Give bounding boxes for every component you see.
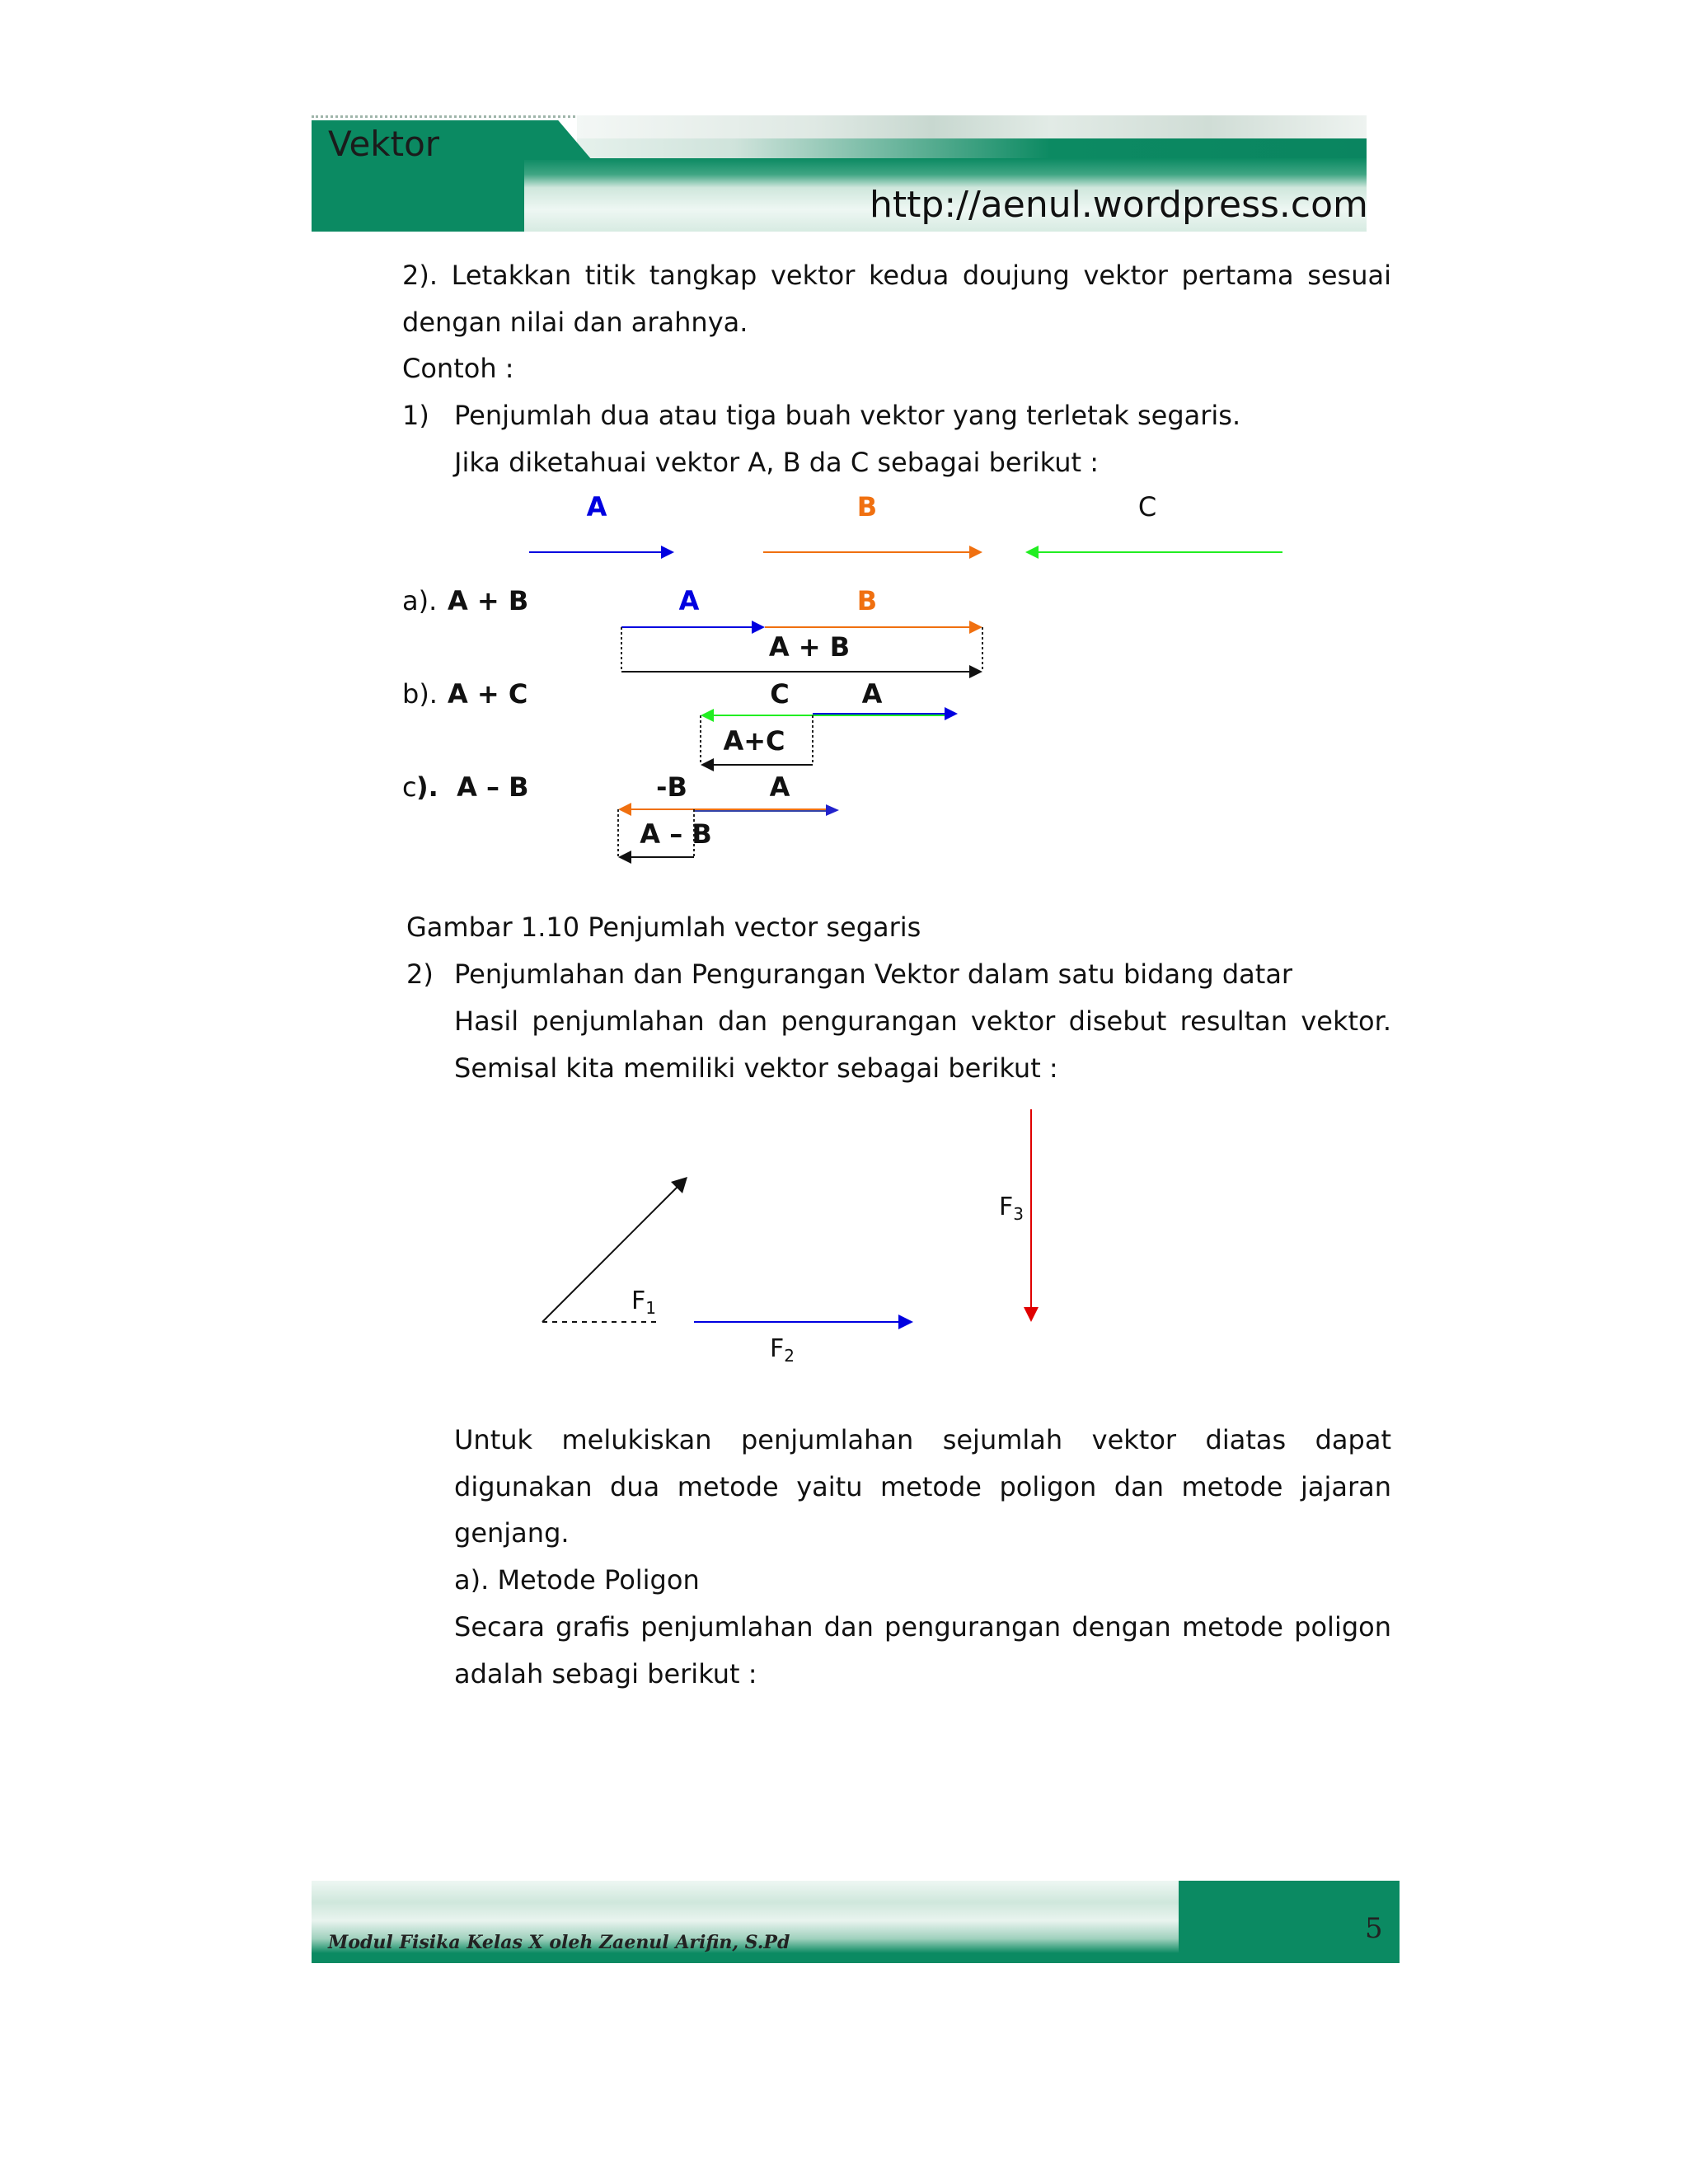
figure-caption: Gambar 1.10 Penjumlah vector segaris [406, 912, 921, 943]
row-a-prefix: a). [402, 585, 438, 616]
row-b-result-head [701, 758, 714, 771]
paragraph-line: Jika diketahuai vektor A, B da C sebagai berikut : [454, 447, 1099, 478]
row-a-vector-A-head [752, 621, 765, 634]
paragraph-line: Semisal kita memiliki vektor sebagai berikut : [454, 1052, 1058, 1084]
figure-collinear-vectors [0, 0, 1688, 890]
subsection-heading: a). Metode Poligon [454, 1564, 700, 1596]
vector-A-arrowhead [661, 546, 674, 559]
row-b-vector-C-head [701, 709, 714, 722]
row-c-label-negB: -B [656, 771, 687, 803]
paragraph-line: adalah sebagi berikut : [454, 1658, 757, 1690]
label-F3: $F_3$ [999, 1193, 1024, 1224]
footer-bottom-rule [312, 1953, 1400, 1963]
row-a-vector-B-head [969, 621, 982, 634]
label-vector-B: B [856, 491, 878, 523]
label-vector-C: C [1137, 491, 1157, 523]
row-b-expression: A + C [448, 678, 528, 710]
row-c-vector-A-head [826, 804, 839, 816]
label-vector-A: A [586, 491, 607, 523]
label-F2: $F_2$ [770, 1334, 795, 1366]
vector-C-arrowhead [1025, 546, 1039, 559]
row-b-vector-A-head [945, 707, 958, 720]
row-b-result-label: A+C [723, 725, 785, 757]
list-item-text: Penjumlah dua atau tiga buah vektor yang terletak segaris. [454, 400, 1241, 431]
vector-F2-arrowhead [898, 1315, 913, 1329]
row-b-label-A: A [861, 678, 883, 710]
row-c-label-A: A [769, 771, 790, 803]
paragraph-line: Secara grafis penjumlahan dan pengurangan dengan metode poligon [454, 1611, 1391, 1643]
page-number: 5 [1365, 1912, 1383, 1945]
list-number: 1) [402, 400, 429, 431]
row-c-result-head [618, 851, 631, 864]
paragraph-line: Hasil penjumlahan dan pengurangan vektor disebut resultan vektor. [454, 1005, 1391, 1037]
row-a-result-label: A + B [768, 631, 851, 663]
vector-F3-arrowhead [1024, 1307, 1039, 1322]
vector-F1 [542, 1183, 681, 1322]
contoh-label: Contoh : [402, 353, 514, 384]
row-c-expression: ). A – B [416, 771, 529, 803]
row-c-result-label: A – B [640, 818, 712, 850]
row-a-result-head [969, 665, 982, 678]
label-F1: $F_1$ [631, 1286, 656, 1318]
row-a-label-B: B [856, 585, 878, 616]
vector-B-arrowhead [969, 546, 982, 559]
footer-credit: Modul Fisika Kelas X oleh Zaenul Arifin, S.Pd [328, 1932, 790, 1953]
header-title: Vektor [328, 124, 440, 164]
row-c-vector-negB-head [618, 803, 631, 816]
list-number: 2) [406, 958, 434, 990]
header-url: http://aenul.wordpress.com [870, 184, 1368, 226]
row-b-prefix: b). [402, 678, 438, 710]
paragraph-line: genjang. [454, 1517, 570, 1549]
paragraph-line: dengan nilai dan arahnya. [402, 307, 748, 338]
row-a-label-A: A [678, 585, 700, 616]
paragraph-line: digunakan dua metode yaitu metode poligon dan metode jajaran [454, 1471, 1391, 1502]
figure-planar-vectors [0, 1096, 1688, 1393]
paragraph-line: Untuk melukiskan penjumlahan sejumlah vektor diatas dapat [454, 1424, 1391, 1455]
row-c-prefix: c [402, 771, 417, 803]
list-item-text: Penjumlahan dan Pengurangan Vektor dalam satu bidang datar [454, 958, 1293, 990]
row-a-expression: A + B [448, 585, 529, 616]
row-b-label-C: C [770, 678, 790, 710]
paragraph-line: 2). Letakkan titik tangkap vektor kedua doujung vektor pertama sesuai [402, 260, 1391, 291]
